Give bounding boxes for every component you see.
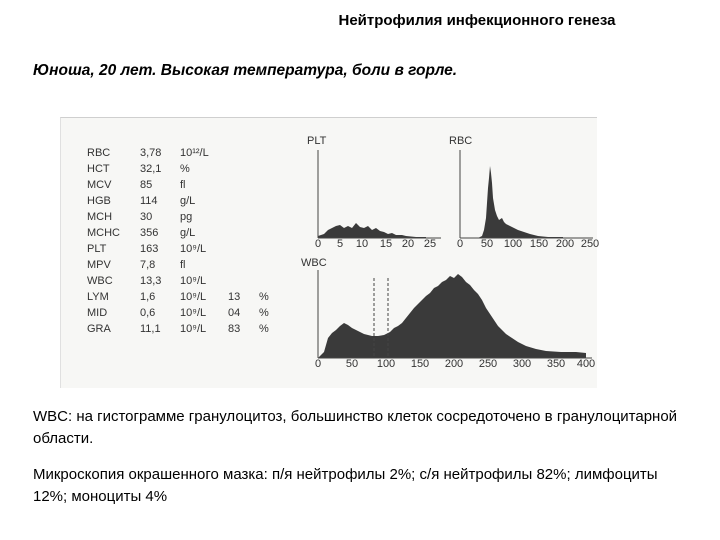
rbc-tick: 50 xyxy=(480,238,494,250)
cbc-param: MCV xyxy=(87,179,112,191)
analyzer-printout xyxy=(60,117,600,388)
cbc-value: 85 xyxy=(140,179,153,191)
cbc-value: 11,1 xyxy=(140,323,161,335)
cbc-unit: g/L xyxy=(180,227,196,239)
cbc-unit: % xyxy=(180,163,190,175)
plt-tick: 15 xyxy=(379,238,393,250)
microscopy-caption: Микроскопия окрашенного мазка: п/я нейтрофилы 2%; с/я нейтрофилы 82%; лимфоциты 12%; моноциты 4% xyxy=(33,466,658,505)
cbc-value: 356 xyxy=(140,227,159,239)
plt-tick: 20 xyxy=(401,238,415,250)
wbc-tick: 300 xyxy=(512,358,532,370)
cbc-unit: g/L xyxy=(180,195,196,207)
rbc-axis-ticks xyxy=(448,238,598,252)
plt-histogram xyxy=(306,148,446,248)
patient-description: Юноша, 20 лет. Высокая температура, боли в горле. xyxy=(33,62,458,79)
plt-histogram-label: PLT xyxy=(307,135,327,147)
wbc-tick: 0 xyxy=(314,358,322,370)
cbc-unit: 10⁹/L xyxy=(180,307,207,319)
cbc-param: PLT xyxy=(87,243,107,255)
cbc-unit: fl xyxy=(180,179,186,191)
wbc-tick: 100 xyxy=(376,358,396,370)
plt-tick: 0 xyxy=(314,238,322,250)
cbc-param: HGB xyxy=(87,195,111,207)
wbc-tick: 250 xyxy=(478,358,498,370)
cbc-param: MPV xyxy=(87,259,111,271)
cbc-unit: 10⁹/L xyxy=(180,243,207,255)
cbc-param: RBC xyxy=(87,147,111,159)
cbc-percent-unit: % xyxy=(259,307,269,319)
wbc-histogram-caption: WBC: на гистограмме гранулоцитоз, большинство клеток сосредоточено в гранулоцитарной области. xyxy=(33,408,678,447)
wbc-axis-ticks xyxy=(306,358,596,372)
rbc-histogram xyxy=(448,148,598,248)
cbc-percent-unit: % xyxy=(259,291,269,303)
wbc-histogram-label: WBC xyxy=(301,257,327,269)
rbc-tick: 100 xyxy=(503,238,523,250)
cbc-value: 1,6 xyxy=(140,291,156,303)
plt-tick: 25 xyxy=(423,238,437,250)
cbc-param: GRA xyxy=(87,323,111,335)
wbc-tick: 350 xyxy=(546,358,566,370)
cbc-percent-unit: % xyxy=(259,323,269,335)
cbc-param: WBC xyxy=(87,275,113,287)
page-title: Нейтрофилия инфекционного генеза xyxy=(338,12,616,29)
cbc-value: 114 xyxy=(140,195,158,207)
wbc-tick: 200 xyxy=(444,358,464,370)
cbc-unit: 10⁹/L xyxy=(180,291,207,303)
cbc-unit: 10⁹/L xyxy=(180,275,207,287)
cbc-unit: pg xyxy=(180,211,193,223)
cbc-percent: 04 xyxy=(228,307,241,319)
cbc-param: MCHC xyxy=(87,227,120,239)
cbc-unit: 10⁹/L xyxy=(180,323,207,335)
cbc-value: 30 xyxy=(140,211,153,223)
rbc-tick: 200 xyxy=(555,238,575,250)
cbc-param: MCH xyxy=(87,211,113,223)
wbc-tick: 50 xyxy=(345,358,359,370)
wbc-tick: 150 xyxy=(410,358,430,370)
cbc-value: 13,3 xyxy=(140,275,162,287)
cbc-value: 7,8 xyxy=(140,259,156,271)
plt-axis-ticks xyxy=(306,238,446,252)
cbc-unit: 10¹²/L xyxy=(180,147,209,159)
cbc-value: 3,78 xyxy=(140,147,162,159)
cbc-percent: 83 xyxy=(228,323,241,335)
plt-tick: 10 xyxy=(355,238,369,250)
cbc-percent: 13 xyxy=(228,291,241,303)
wbc-histogram xyxy=(306,268,596,363)
cbc-unit: fl xyxy=(180,259,186,271)
cbc-param: LYM xyxy=(87,291,109,303)
rbc-tick: 0 xyxy=(456,238,464,250)
cbc-value: 0,6 xyxy=(140,307,156,319)
rbc-tick: 250 xyxy=(580,238,600,250)
cbc-value: 163 xyxy=(140,243,159,255)
plt-tick: 5 xyxy=(336,238,344,250)
rbc-tick: 150 xyxy=(529,238,549,250)
cbc-value: 32,1 xyxy=(140,163,162,175)
wbc-tick: 400 xyxy=(576,358,596,370)
rbc-histogram-label: RBC xyxy=(449,135,473,147)
cbc-param: HCT xyxy=(87,163,110,175)
cbc-param: MID xyxy=(87,307,108,319)
